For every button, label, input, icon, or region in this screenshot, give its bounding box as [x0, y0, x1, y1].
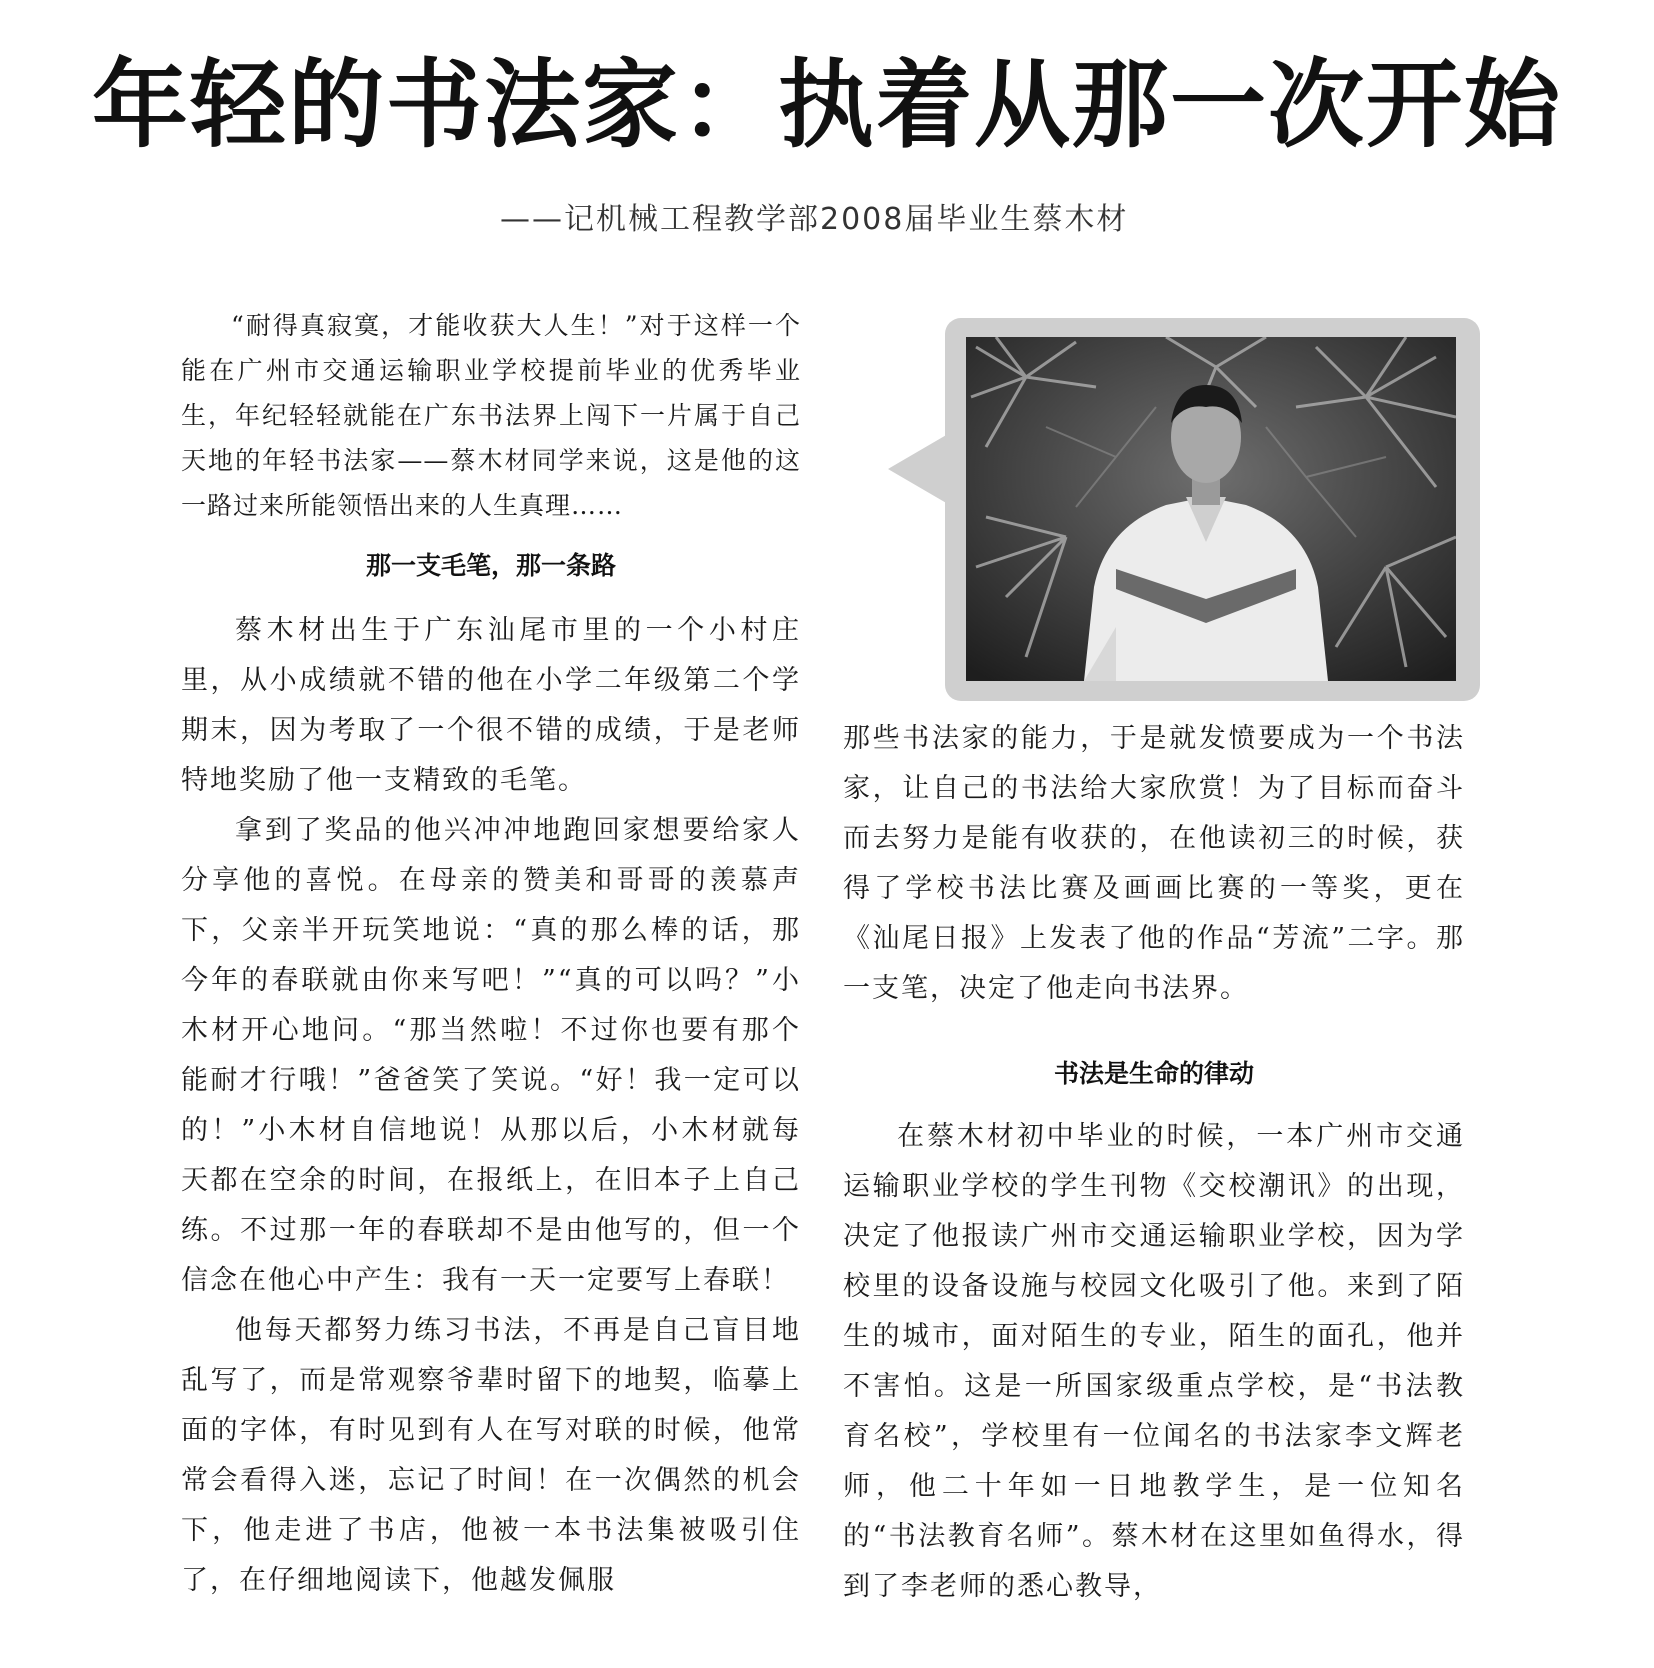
intro-block — [181, 303, 801, 528]
section-heading-2: 书法是生命的律动 — [1053, 1059, 1254, 1088]
intro-paragraph: “耐得真寂寞，才能收获大人生！”对于这样一个能在广州市交通运输职业学校提前毕业的优秀毕业生，年纪轻轻就能在广东书法界上闯下一片属于自己天地的年轻书法家——蔡木材同学来说，这是他的这一路过来所能领悟出来的人生真理…… — [181, 311, 801, 520]
section-1-body — [181, 606, 801, 1606]
portrait-photo-image — [966, 337, 1456, 681]
paragraph: 拿到了奖品的他兴冲冲地跑回家想要给家人分享他的喜悦。在母亲的赞美和哥哥的羡慕声下，父亲半开玩笑地说：“真的那么棒的话，那今年的春联就由你来写吧！”“真的可以吗？”小木材开心地问。“那当然啦！不过你也要有那个能耐才行哦！”爸爸笑了笑说。“好！我一定可以的！”小木材自信地说！从那以后，小木材就每天都在空余的时间，在报纸上，在旧本子上自己练。不过那一年的春联却不是由他写的，但一个信念在他心中产生：我有一天一定要写上春联！ — [181, 815, 801, 1296]
left-column — [181, 303, 801, 1606]
article-subtitle: ——记机械工程教学部2008届毕业生蔡木材 — [500, 202, 1129, 237]
paragraph: 他每天都努力练习书法，不再是自己盲目地乱写了，而是常观察爷辈时留下的地契，临摹上面的字体，有时见到有人在写对联的时候，他常常会看得入迷，忘记了时间！在一次偶然的机会下，他走进了书店，他被一本书法集被吸引住了，在仔细地阅读下，他越发佩服 — [181, 1315, 801, 1596]
callout-pointer — [888, 434, 948, 504]
paragraph: 蔡木材出生于广东汕尾市里的一个小村庄里，从小成绩就不错的他在小学二年级第二个学期末，因为考取了一个很不错的成绩，于是老师特地奖励了他一支精致的毛笔。 — [181, 615, 801, 796]
article-title: 年轻的书法家：执着从那一次开始 — [92, 49, 1562, 161]
paragraph-continued: 那些书法家的能力，于是就发愤要成为一个书法家，让自己的书法给大家欣赏！为了目标而奋斗而去努力是能有收获的，在他读初三的时候，获得了学校书法比赛及画画比赛的一等奖，更在《汕尾日报》上发表了他的作品“芳流”二字。那一支笔，决定了他走向书法界。 — [843, 723, 1465, 1004]
section-heading-1: 那一支毛笔，那一条路 — [365, 551, 616, 580]
section-1-continued — [843, 714, 1465, 1014]
section-2-body — [843, 1112, 1465, 1612]
paragraph: 在蔡木材初中毕业的时候，一本广州市交通运输职业学校的学生刊物《交校潮讯》的出现，决定了他报读广州市交通运输职业学校，因为学校里的设备设施与校园文化吸引了他。来到了陌生的城市，面对陌生的专业，陌生的面孔，他并不害怕。这是一所国家级重点学校，是“书法教育名校”，学校里有一位闻名的书法家李文辉老师，他二十年如一日地教学生，是一位知名的“书法教育名师”。蔡木材在这里如鱼得水，得到了李老师的悉心教导， — [843, 1121, 1465, 1602]
portrait-photo — [966, 337, 1456, 681]
right-column — [843, 714, 1465, 1612]
